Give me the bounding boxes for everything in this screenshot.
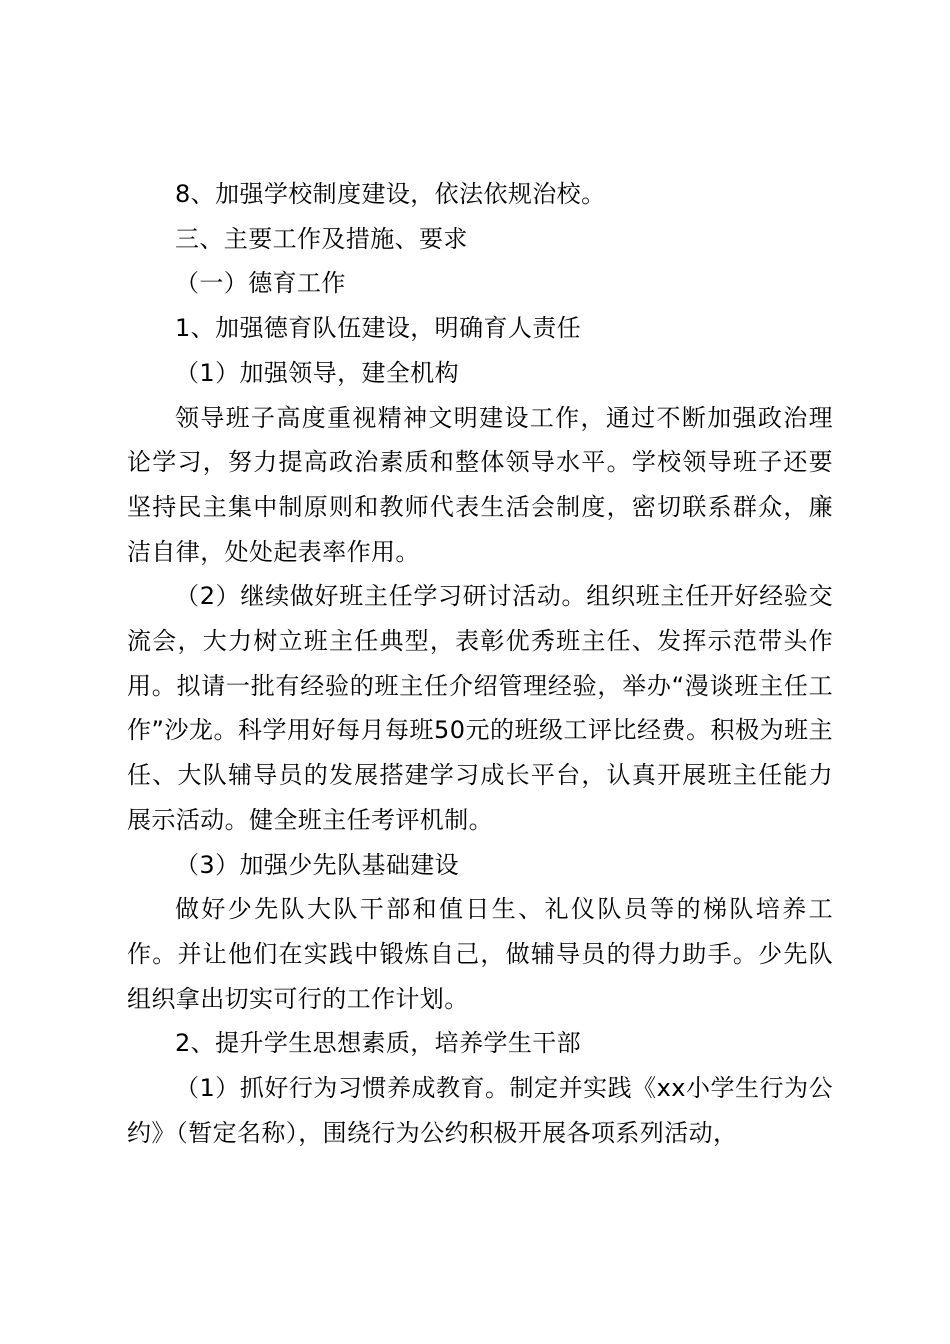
item-school-system: 8、加强学校制度建设，依法依规治校。	[175, 180, 606, 208]
heading-young-pioneers: （3）加强少先队基础建设	[175, 850, 460, 879]
heading-moral-team-building: 1、加强德育队伍建设，明确育人责任	[175, 314, 582, 343]
heading-leadership: （1）加强领导，建全机构	[175, 358, 460, 387]
section-heading-main-work: 三、主要工作及措施、要求	[175, 224, 468, 253]
paragraph-young-pioneers: 做好少先队大队干部和值日生、礼仪队员等的梯队培养工作。并让他们在实践中锻炼自己，做辅导员的得力助手。少先队组织拿出切实可行的工作计划。	[127, 895, 833, 1013]
paragraph-leadership: 领导班子高度重视精神文明建设工作，通过不断加强政治理论学习，努力提高政治素质和整体领导水平。学校领导班子还要坚持民主集中制原则和教师代表生活会制度，密切联系群众，廉洁自律，处处起表率作用。	[127, 403, 833, 566]
paragraph-behavior-habits: （1）抓好行为习惯养成教育。制定并实践《xx小学生行为公约》（暂定名称），围绕行为公约积极开展各项系列活动，	[127, 1074, 833, 1147]
heading-student-quality: 2、提升学生思想素质，培养学生干部	[175, 1029, 582, 1058]
subsection-heading-moral-education: （一）德育工作	[175, 269, 346, 298]
paragraph-class-teacher-seminar: （2）继续做好班主任学习研讨活动。组织班主任开好经验交流会，大力树立班主任典型，表彰优秀班主任、发挥示范带头作用。拟请一批有经验的班主任介绍管理经验，举办“漫谈班主任工作”沙龙。科学用好每月每班50元的班级工评比经费。积极为班主任、大队辅导员的发展搭建学习成长平台，认真开展班主任能力展示活动。健全班主任考评机制。	[127, 582, 833, 834]
document-body	[127, 172, 833, 1155]
